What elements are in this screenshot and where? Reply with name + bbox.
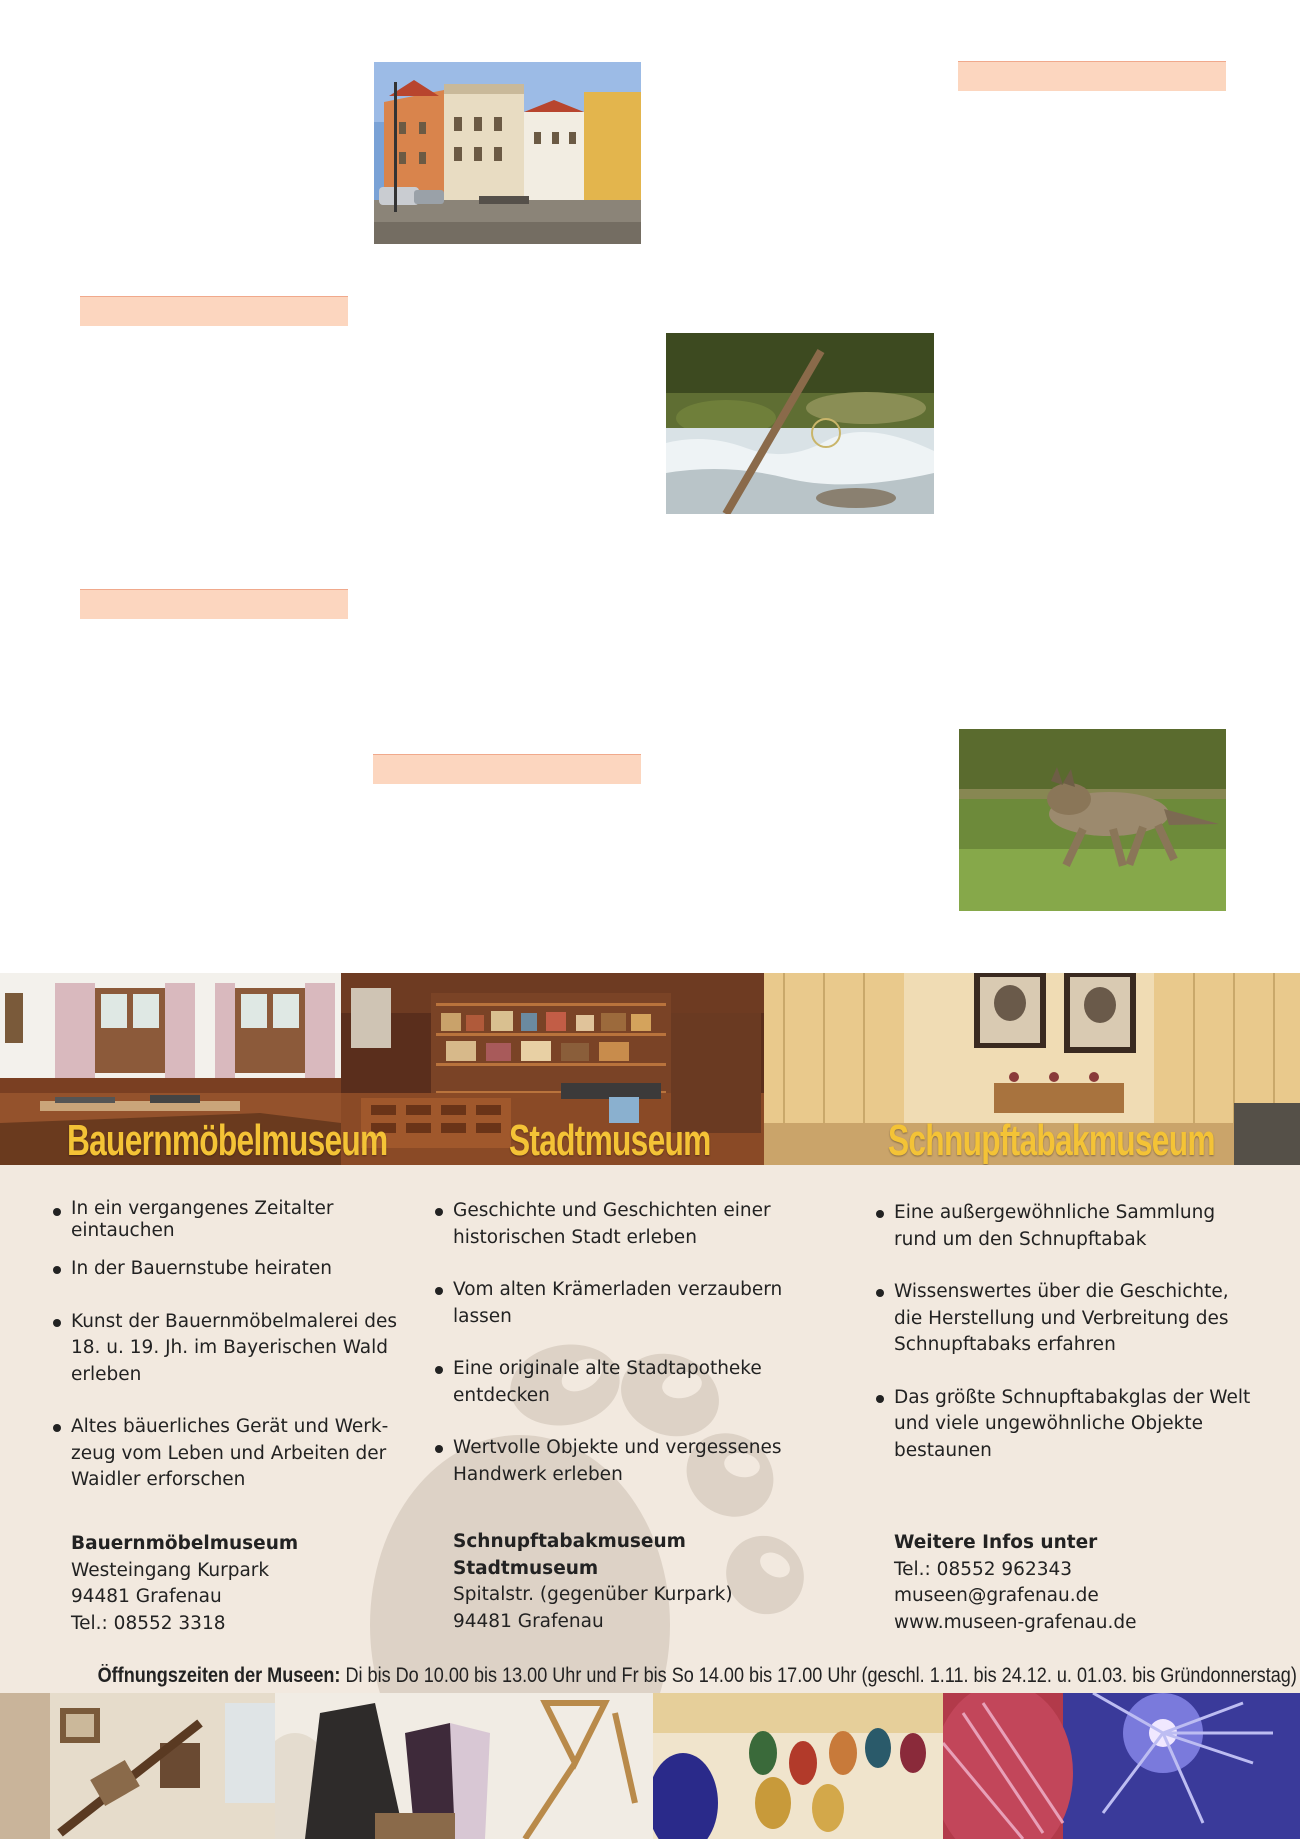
list-item: Vom alten Krämerladen verzaubern lassen xyxy=(435,1277,800,1330)
river-photo xyxy=(666,333,934,514)
hunting-wall-photo xyxy=(0,1693,275,1839)
museum-info-area xyxy=(0,1165,1300,1693)
contact-info: Weitere Infos unter Tel.: 08552 962343 museen@grafenau.de www.museen-grafenau.de xyxy=(894,1530,1137,1636)
bottom-photo-strip xyxy=(0,1693,1300,1839)
highlight-bar xyxy=(958,61,1226,91)
address-stadt: Schnupftabakmuseum Stadtmuseum Spitalstr. (gegenüber Kurpark) 94481 Grafenau xyxy=(453,1531,733,1632)
website-link[interactable]: www.museen-grafenau.de xyxy=(894,1611,1137,1633)
museum-title: Stadtmuseum xyxy=(509,1116,711,1165)
museum-title: Bauernmöbelmuseum xyxy=(67,1116,388,1165)
list-item: Eine originale alte Stadtapotheke entdecken xyxy=(435,1356,800,1409)
highlight-bar xyxy=(80,589,348,619)
wolf-photo xyxy=(959,729,1226,911)
email-link[interactable]: museen@grafenau.de xyxy=(894,1585,1099,1606)
list-item: Wertvolle Objekte und vergessenes Handwerk erleben xyxy=(435,1435,800,1488)
list-item: Kunst der Bauernmöbelmalerei des 18. u. 19. Jh. im Bayerischen Wald erleben xyxy=(53,1309,408,1389)
list-item: In der Bauernstube heiraten xyxy=(53,1256,408,1283)
list-item: Das größte Schnupftabakglas der Welt und viele ungewöhnliche Objekte bestaunen xyxy=(876,1385,1256,1465)
list-item: Altes bäuerliches Gerät und Werk-zeug vom Leben und Arbeiten der Waidler erforschen xyxy=(53,1414,408,1494)
museum-title: Schnupftabakmuseum xyxy=(888,1116,1215,1165)
museum-photo-band xyxy=(0,973,1300,1165)
list-item: Wissenswertes über die Geschichte, die Herstellung und Verbreitung des Schnupftabaks erfahren xyxy=(876,1279,1256,1359)
list-item: Eine außergewöhnliche Sammlung rund um den Schnupftabak xyxy=(876,1200,1256,1253)
costume-room-photo xyxy=(275,1693,653,1839)
snuff-bottles-photo xyxy=(653,1693,943,1839)
list-item: Geschichte und Geschichten einer historischen Stadt erleben xyxy=(435,1198,800,1251)
address-bauernmoebel: Bauernmöbelmuseum Westeingang Kurpark 94481 Grafenau Tel.: 08552 3318 xyxy=(71,1533,299,1634)
highlight-bar xyxy=(373,754,641,784)
highlight-bar xyxy=(80,296,348,326)
museum-column-stadt xyxy=(435,1198,800,1488)
opening-hours: Öffnungszeiten der Museen: Di bis Do 10.00 bis 13.00 Uhr und Fr bis So 14.00 bis 17.00 Uhr (geschl. 1.11. bis 24.12. u. 01.03. bis Gründonnerstag) xyxy=(97,1664,1297,1687)
town-square-photo xyxy=(374,62,641,244)
museum-column-bauernmoebel xyxy=(53,1198,408,1494)
list-item: In ein vergangenes Zeitalter eintauchen xyxy=(53,1198,408,1242)
museum-column-schnupftabak xyxy=(876,1200,1256,1464)
glass-ornament-photo xyxy=(943,1693,1300,1839)
